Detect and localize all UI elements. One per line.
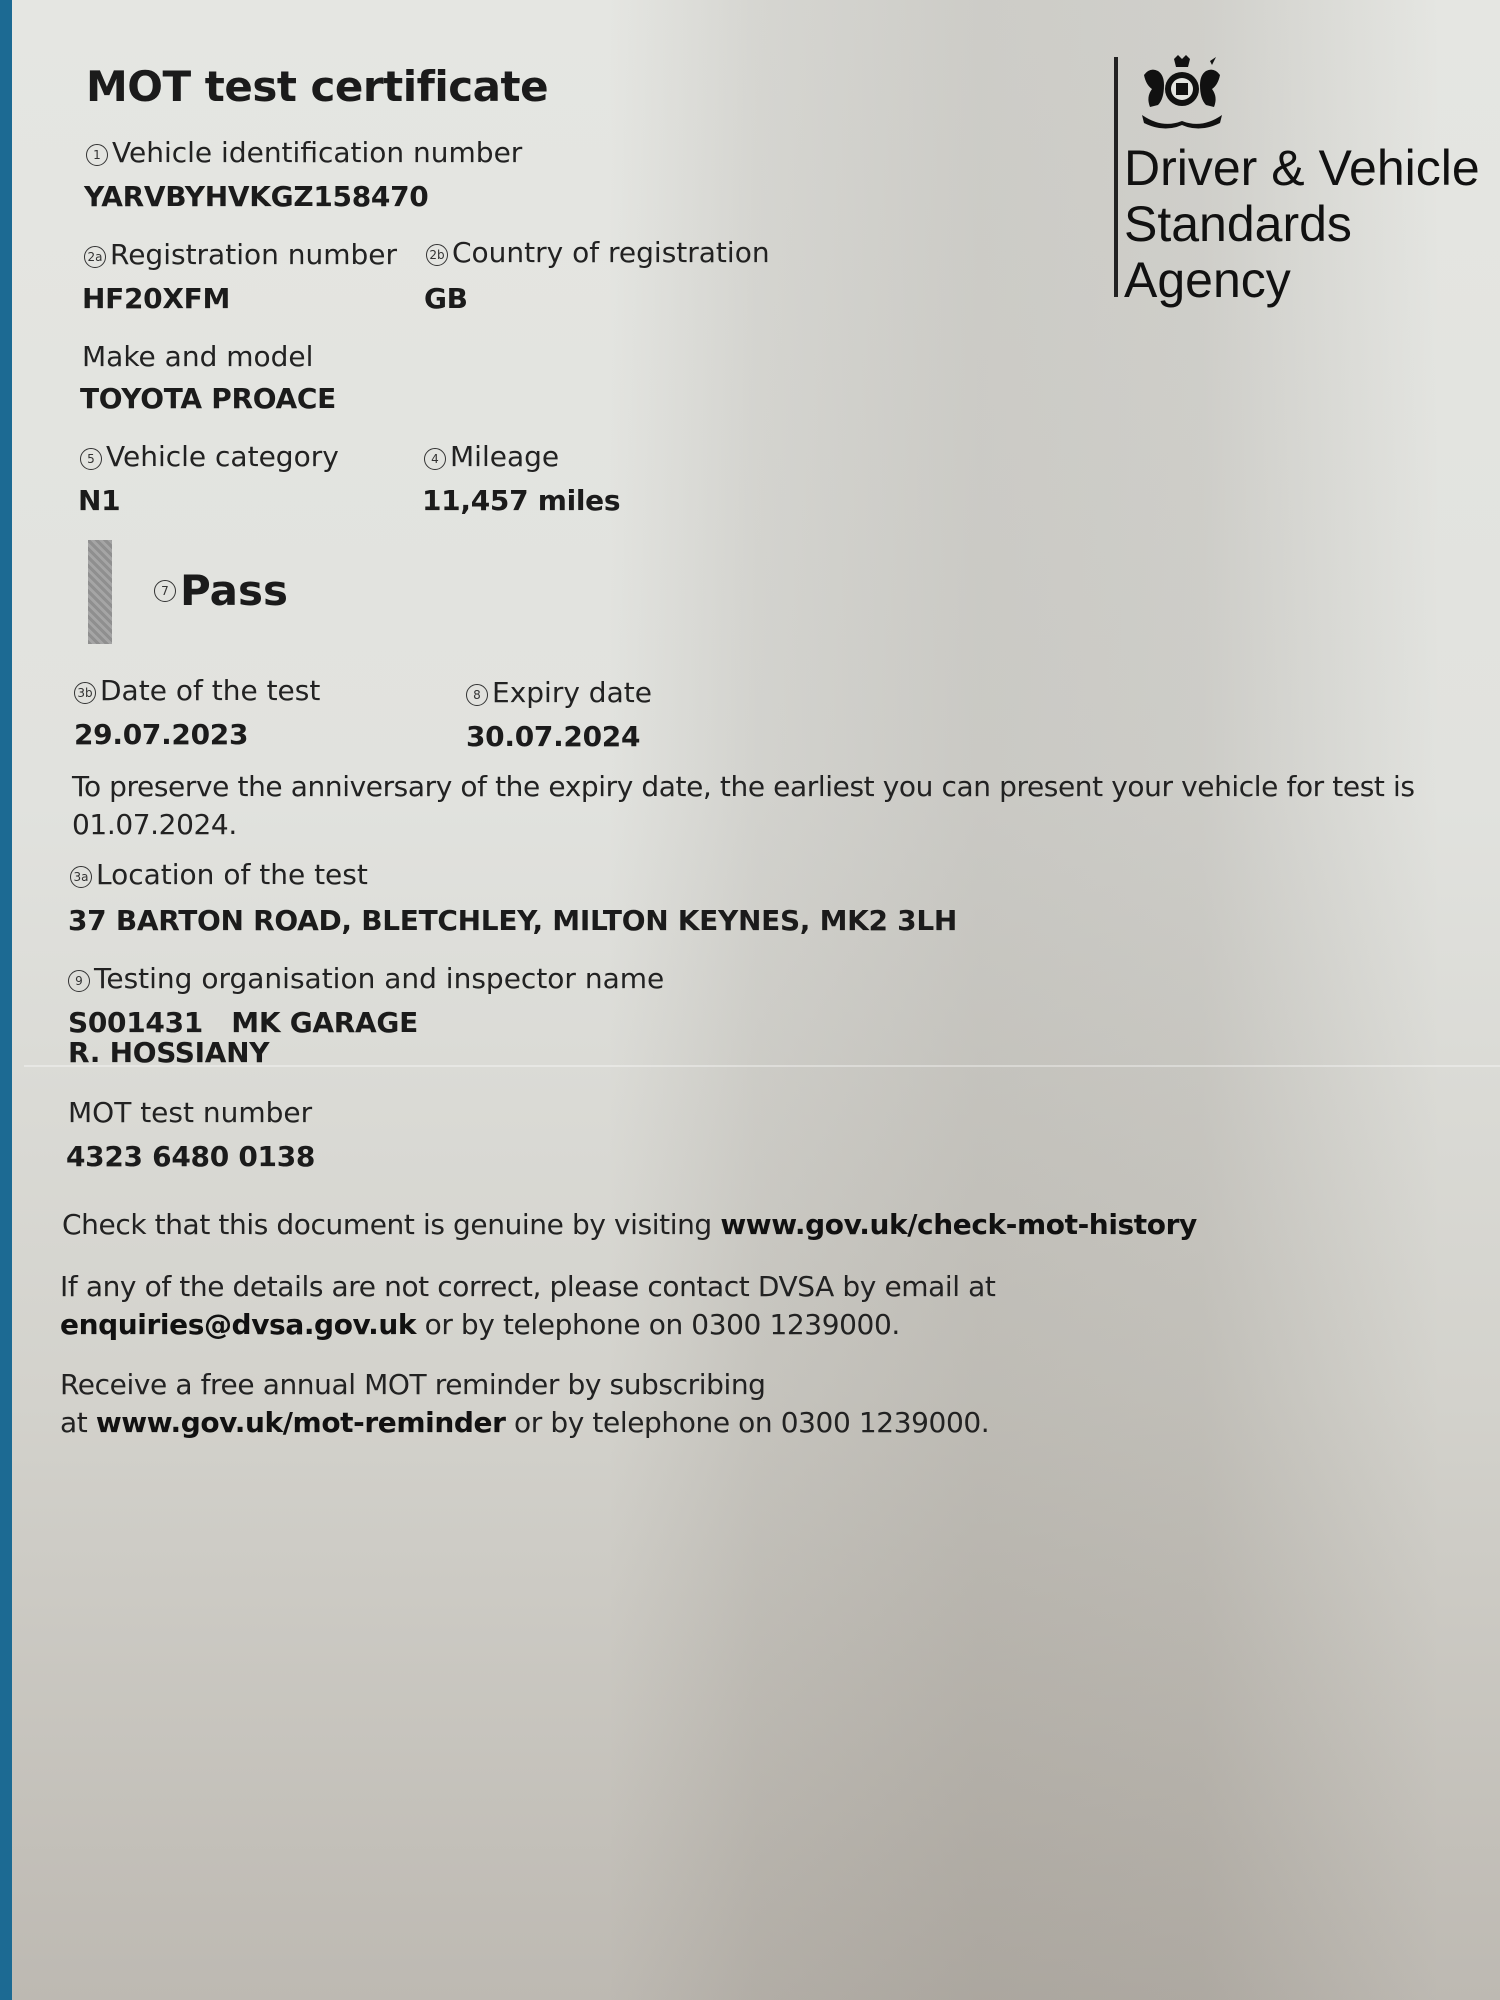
expiry-date-value: 30.07.2024 bbox=[466, 720, 641, 753]
certificate-paper bbox=[12, 0, 1500, 2000]
issuer-line-3: Agency bbox=[1124, 252, 1291, 308]
location-label: 3a Location of the test bbox=[70, 858, 368, 891]
registration-label: 2a Registration number bbox=[84, 238, 397, 271]
field-number-icon: 8 bbox=[466, 684, 488, 706]
test-number-label: MOT test number bbox=[68, 1096, 313, 1129]
country-label: 2b Country of registration bbox=[426, 236, 770, 269]
vin-value: YARVBYHVKGZ158470 bbox=[84, 180, 429, 213]
logo-divider bbox=[1114, 57, 1118, 297]
field-number-icon: 4 bbox=[424, 448, 446, 470]
test-date-value: 29.07.2023 bbox=[74, 718, 249, 751]
category-label: 5 Vehicle category bbox=[80, 440, 339, 473]
make-model-label: Make and model bbox=[82, 340, 314, 373]
anniversary-note-line-2: 01.07.2024. bbox=[72, 808, 237, 841]
inspector-name: R. HOSSIANY bbox=[68, 1036, 270, 1069]
make-model-value: TOYOTA PROACE bbox=[80, 382, 336, 415]
organisation-value: S001431 MK GARAGE bbox=[68, 1006, 418, 1039]
issuer-line-2: Standards bbox=[1124, 196, 1352, 252]
test-result bbox=[154, 566, 288, 615]
registration-value: HF20XFM bbox=[82, 282, 231, 315]
organisation-label: 9 Testing organisation and inspector name bbox=[68, 962, 664, 995]
field-number-icon: 2a bbox=[84, 246, 106, 268]
contact-line-2: enquiries@dvsa.gov.uk or by telephone on 0300 1239000. bbox=[60, 1308, 900, 1341]
field-number-icon: 7 bbox=[154, 580, 176, 602]
mileage-value: 11,457 miles bbox=[422, 484, 621, 517]
expiry-date-label: 8 Expiry date bbox=[466, 676, 652, 709]
mileage-label: 4 Mileage bbox=[424, 440, 559, 473]
result-value: Pass bbox=[180, 566, 288, 615]
field-number-icon: 3b bbox=[74, 682, 96, 704]
country-value: GB bbox=[424, 282, 468, 315]
test-date-label: 3b Date of the test bbox=[74, 674, 320, 707]
contact-line-1: If any of the details are not correct, please contact DVSA by email at bbox=[60, 1270, 996, 1303]
issuer-name bbox=[1124, 140, 1480, 308]
check-genuine-text: Check that this document is genuine by visiting www.gov.uk/check-mot-history bbox=[62, 1208, 1197, 1241]
check-mot-history-link[interactable]: www.gov.uk/check-mot-history bbox=[720, 1208, 1197, 1241]
location-value: 37 BARTON ROAD, BLETCHLEY, MILTON KEYNES, MK2 3LH bbox=[68, 904, 958, 937]
field-number-icon: 5 bbox=[80, 448, 102, 470]
royal-coat-of-arms-icon bbox=[1136, 55, 1228, 133]
field-number-icon: 3a bbox=[70, 866, 92, 888]
field-number-icon: 2b bbox=[426, 244, 448, 266]
anniversary-note-line-1: To preserve the anniversary of the expiry date, the earliest you can present your vehicle for test is bbox=[72, 770, 1415, 803]
vin-label: 1 Vehicle identification number bbox=[86, 136, 522, 169]
field-number-icon: 9 bbox=[68, 970, 90, 992]
result-indicator-bar bbox=[88, 540, 112, 644]
mot-reminder-link[interactable]: www.gov.uk/mot-reminder bbox=[95, 1406, 506, 1439]
page-title: MOT test certificate bbox=[86, 62, 549, 111]
field-number-icon: 1 bbox=[86, 144, 108, 166]
category-value: N1 bbox=[78, 484, 121, 517]
reminder-line-1: Receive a free annual MOT reminder by subscribing bbox=[60, 1368, 766, 1401]
dvsa-email-link[interactable]: enquiries@dvsa.gov.uk bbox=[60, 1308, 417, 1341]
test-number-value: 4323 6480 0138 bbox=[66, 1140, 316, 1173]
issuer-line-1: Driver & Vehicle bbox=[1124, 140, 1480, 196]
reminder-line-2: at www.gov.uk/mot-reminder or by telephone on 0300 1239000. bbox=[60, 1406, 990, 1439]
